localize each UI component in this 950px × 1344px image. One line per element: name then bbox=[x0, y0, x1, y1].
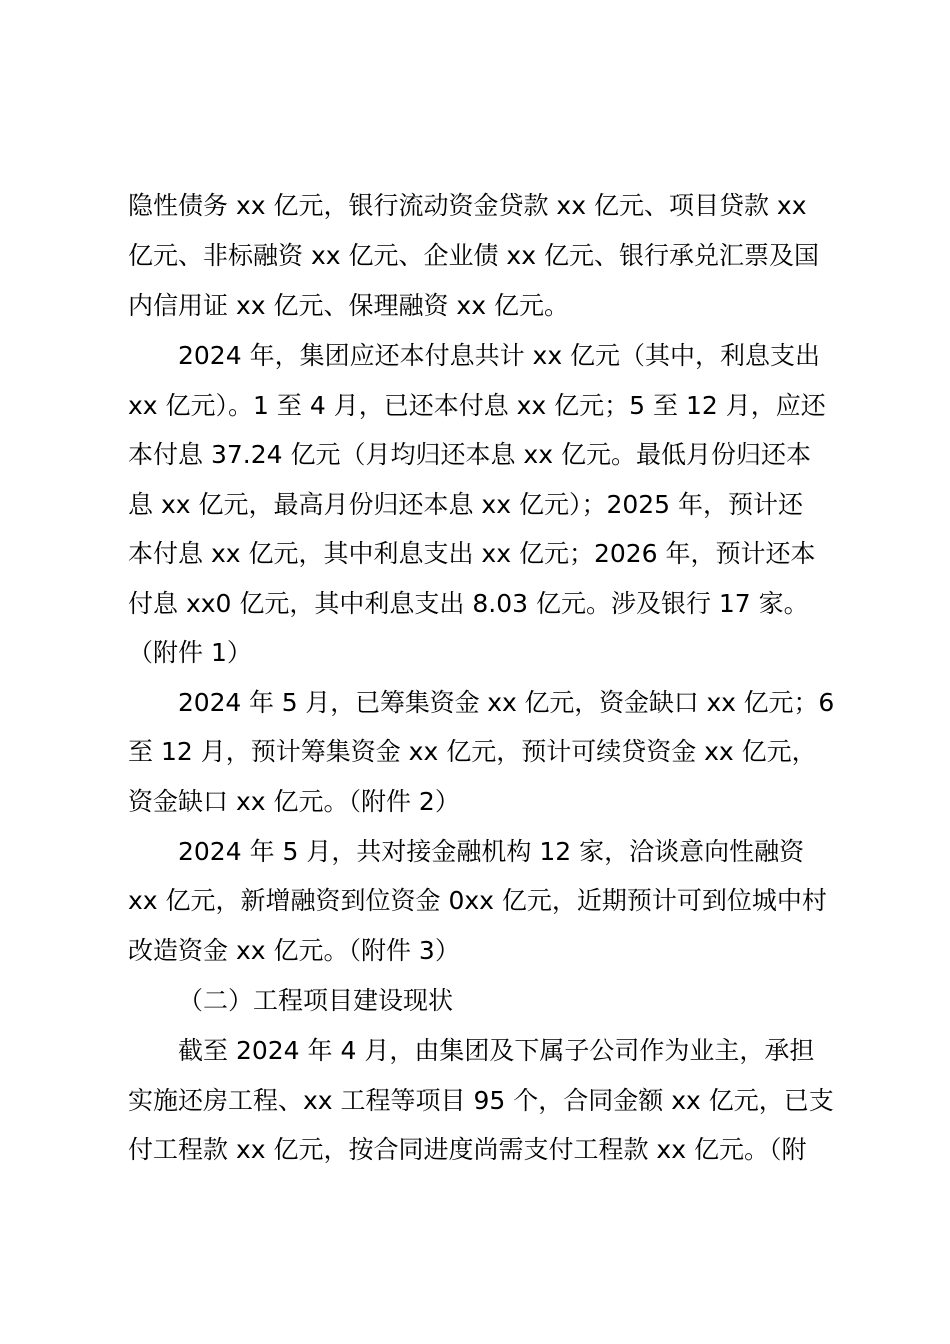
body-line: 隐性债务 xx 亿元，银行流动资金贷款 xx 亿元、项目贷款 xx bbox=[128, 191, 807, 220]
attachment-reference: （附件 1） bbox=[128, 638, 252, 667]
paragraph-first-line: 2024 年 5 月，共对接金融机构 12 家，洽谈意向性融资 bbox=[178, 837, 805, 866]
body-line: 本付息 37.24 亿元（月均归还本息 xx 亿元。最低月份归还本 bbox=[128, 440, 811, 469]
body-line: 亿元、非标融资 xx 亿元、企业债 xx 亿元、银行承兑汇票及国 bbox=[128, 241, 819, 270]
body-line: 本付息 xx 亿元，其中利息支出 xx 亿元；2026 年，预计还本 bbox=[128, 539, 816, 568]
paragraph-first-line: 截至 2024 年 4 月，由集团及下属子公司作为业主，承担 bbox=[178, 1036, 815, 1065]
body-line: 付息 xx0 亿元，其中利息支出 8.03 亿元。涉及银行 17 家。 bbox=[128, 589, 809, 618]
body-line: xx 亿元）。1 至 4 月，已还本付息 xx 亿元；5 至 12 月，应还 bbox=[128, 391, 826, 420]
body-line: 至 12 月，预计筹集资金 xx 亿元，预计可续贷资金 xx 亿元， bbox=[128, 737, 817, 766]
body-line: 实施还房工程、xx 工程等项目 95 个，合同金额 xx 亿元，已支 bbox=[128, 1086, 834, 1115]
body-line: 息 xx 亿元，最高月份归还本息 xx 亿元）；2025 年，预计还 bbox=[128, 490, 804, 519]
body-line: 付工程款 xx 亿元，按合同进度尚需支付工程款 xx 亿元。（附 bbox=[128, 1135, 807, 1164]
body-line: 内信用证 xx 亿元、保理融资 xx 亿元。 bbox=[128, 291, 569, 320]
paragraph-first-line: 2024 年 5 月，已筹集资金 xx 亿元，资金缺口 xx 亿元；6 bbox=[178, 688, 835, 717]
body-line: xx 亿元，新增融资到位资金 0xx 亿元，近期预计可到位城中村 bbox=[128, 886, 827, 915]
body-line: 改造资金 xx 亿元。（附件 3） bbox=[128, 936, 460, 965]
section-heading: （二）工程项目建设现状 bbox=[178, 986, 454, 1015]
paragraph-first-line: 2024 年，集团应还本付息共计 xx 亿元（其中，利息支出 bbox=[178, 341, 821, 370]
body-line: 资金缺口 xx 亿元。（附件 2） bbox=[128, 787, 460, 816]
